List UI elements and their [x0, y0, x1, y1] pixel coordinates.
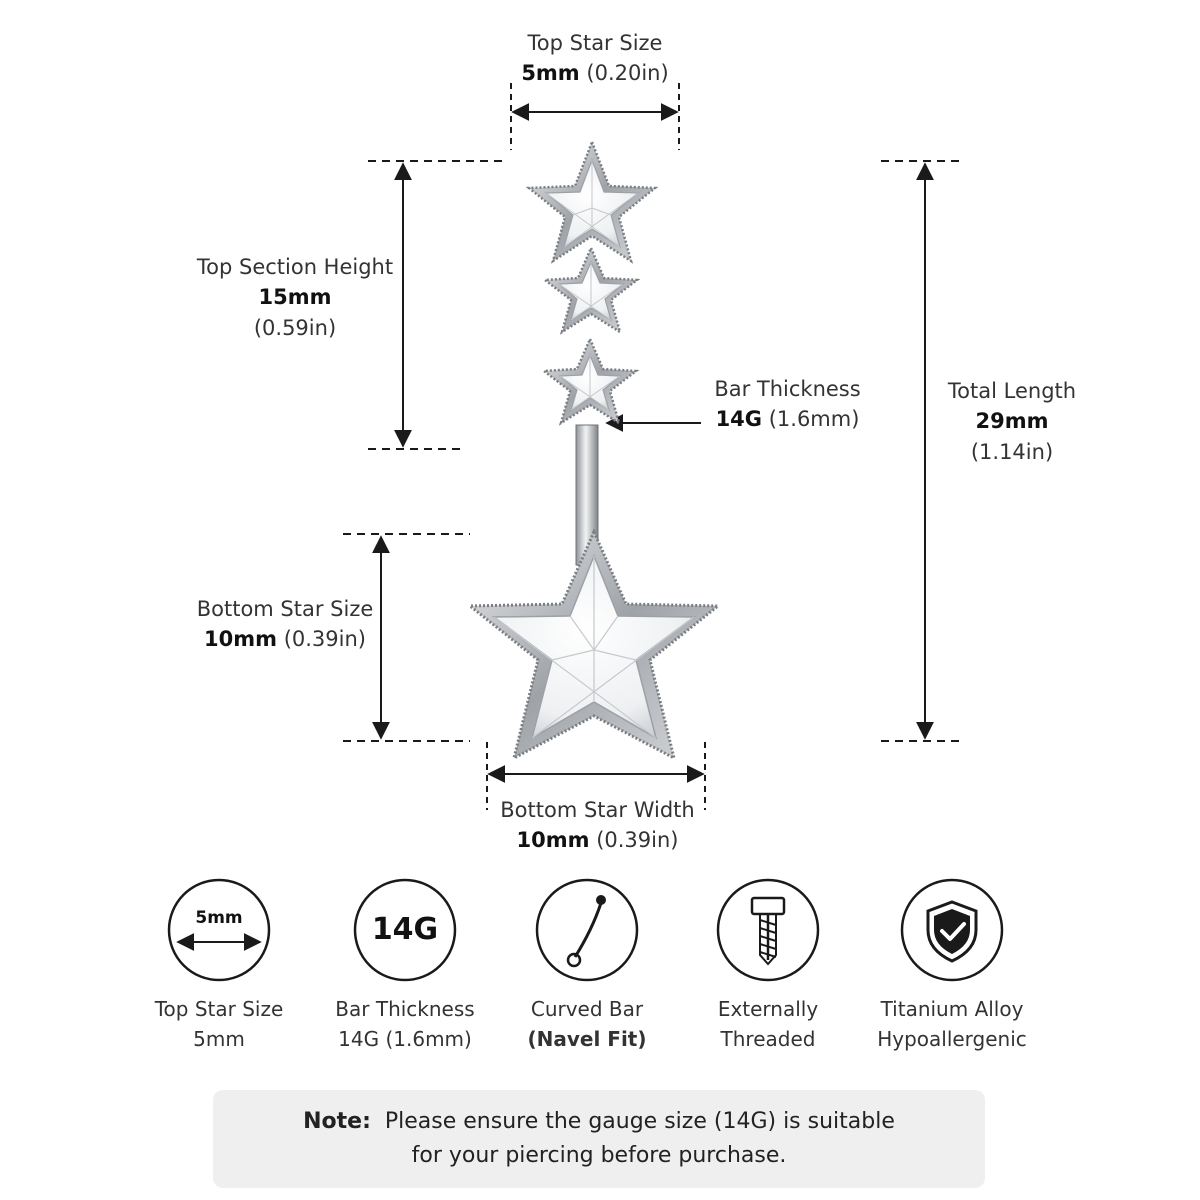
feature-externally-threaded-line2: Threaded: [720, 1027, 816, 1051]
feature-top-star-size-line1: Top Star Size: [154, 997, 284, 1021]
bottom-star-size-name: Bottom Star Size: [196, 597, 374, 621]
top-section-height-value: 15mm: [258, 285, 332, 310]
feature-bar-thickness-line2: 14G (1.6mm): [338, 1027, 472, 1051]
screw-thread-icon: [718, 880, 818, 980]
feature-externally-threaded: [668, 994, 868, 1054]
feature-externally-threaded-line1: Externally: [717, 997, 819, 1021]
top-section-height-name: Top Section Height: [196, 255, 394, 279]
total-length-label: [932, 376, 1092, 467]
gauge-icon-text: 14G: [371, 912, 439, 947]
note-prefix: Note:: [303, 1108, 371, 1134]
bottom-star: [470, 532, 718, 758]
bottom-star-width-label: [470, 795, 725, 856]
note-line1: Please ensure the gauge size (14G) is suitable: [384, 1108, 895, 1134]
feature-icon-row: [169, 880, 1002, 980]
top-star: [529, 142, 655, 261]
bottom-star-size-imperial: (0.39in): [283, 627, 366, 652]
star-size-icon-text: 5mm: [195, 908, 243, 928]
bottom-star-size-label: [180, 594, 390, 655]
feature-titanium-alloy-line2: Hypoallergenic: [877, 1027, 1027, 1051]
top-star-size-value: 5mm: [521, 61, 580, 86]
bar-thickness-imperial: (1.6mm): [768, 407, 860, 432]
top-section-height-label: [180, 252, 410, 343]
feature-titanium-alloy: [852, 994, 1052, 1054]
total-length-name: Total Length: [947, 379, 1077, 403]
bar-thickness-label: [700, 374, 875, 435]
top-section-height-imperial: (0.59in): [253, 315, 337, 340]
top-star-size-name: Top Star Size: [527, 31, 663, 55]
small-star: [544, 339, 636, 423]
total-length-imperial: (1.14in): [970, 439, 1054, 464]
note-line2: for your piercing before purchase.: [411, 1143, 787, 1168]
belly-ring-illustration: [470, 142, 718, 758]
feature-top-star-size-line2: 5mm: [193, 1027, 245, 1051]
middle-star: [545, 248, 637, 332]
bottom-star-width-name: Bottom Star Width: [500, 798, 695, 822]
feature-bar-thickness: [305, 994, 505, 1054]
bottom-star-width-value: 10mm: [516, 828, 590, 853]
bar-thickness-value: 14G: [715, 407, 763, 432]
shield-check-icon: [902, 880, 1002, 980]
feature-curved-bar-line2: (Navel Fit): [527, 1027, 647, 1051]
curved-bar-icon: [537, 880, 637, 980]
top-star-size-label: [470, 28, 720, 89]
top-star-size-imperial: (0.20in): [586, 61, 669, 86]
bar-thickness-name: Bar Thickness: [714, 377, 861, 401]
bottom-star-size-value: 10mm: [204, 627, 277, 652]
feature-bar-thickness-line1: Bar Thickness: [335, 997, 475, 1021]
feature-top-star-size: [119, 994, 319, 1054]
feature-curved-bar: [487, 994, 687, 1054]
bottom-star-width-imperial: (0.39in): [596, 828, 679, 853]
note-box: [213, 1090, 985, 1188]
total-length-value: 29mm: [975, 409, 1049, 434]
feature-titanium-alloy-line1: Titanium Alloy: [880, 997, 1024, 1021]
feature-curved-bar-line1: Curved Bar: [530, 997, 644, 1021]
top-star-size-dimension: [511, 83, 679, 150]
